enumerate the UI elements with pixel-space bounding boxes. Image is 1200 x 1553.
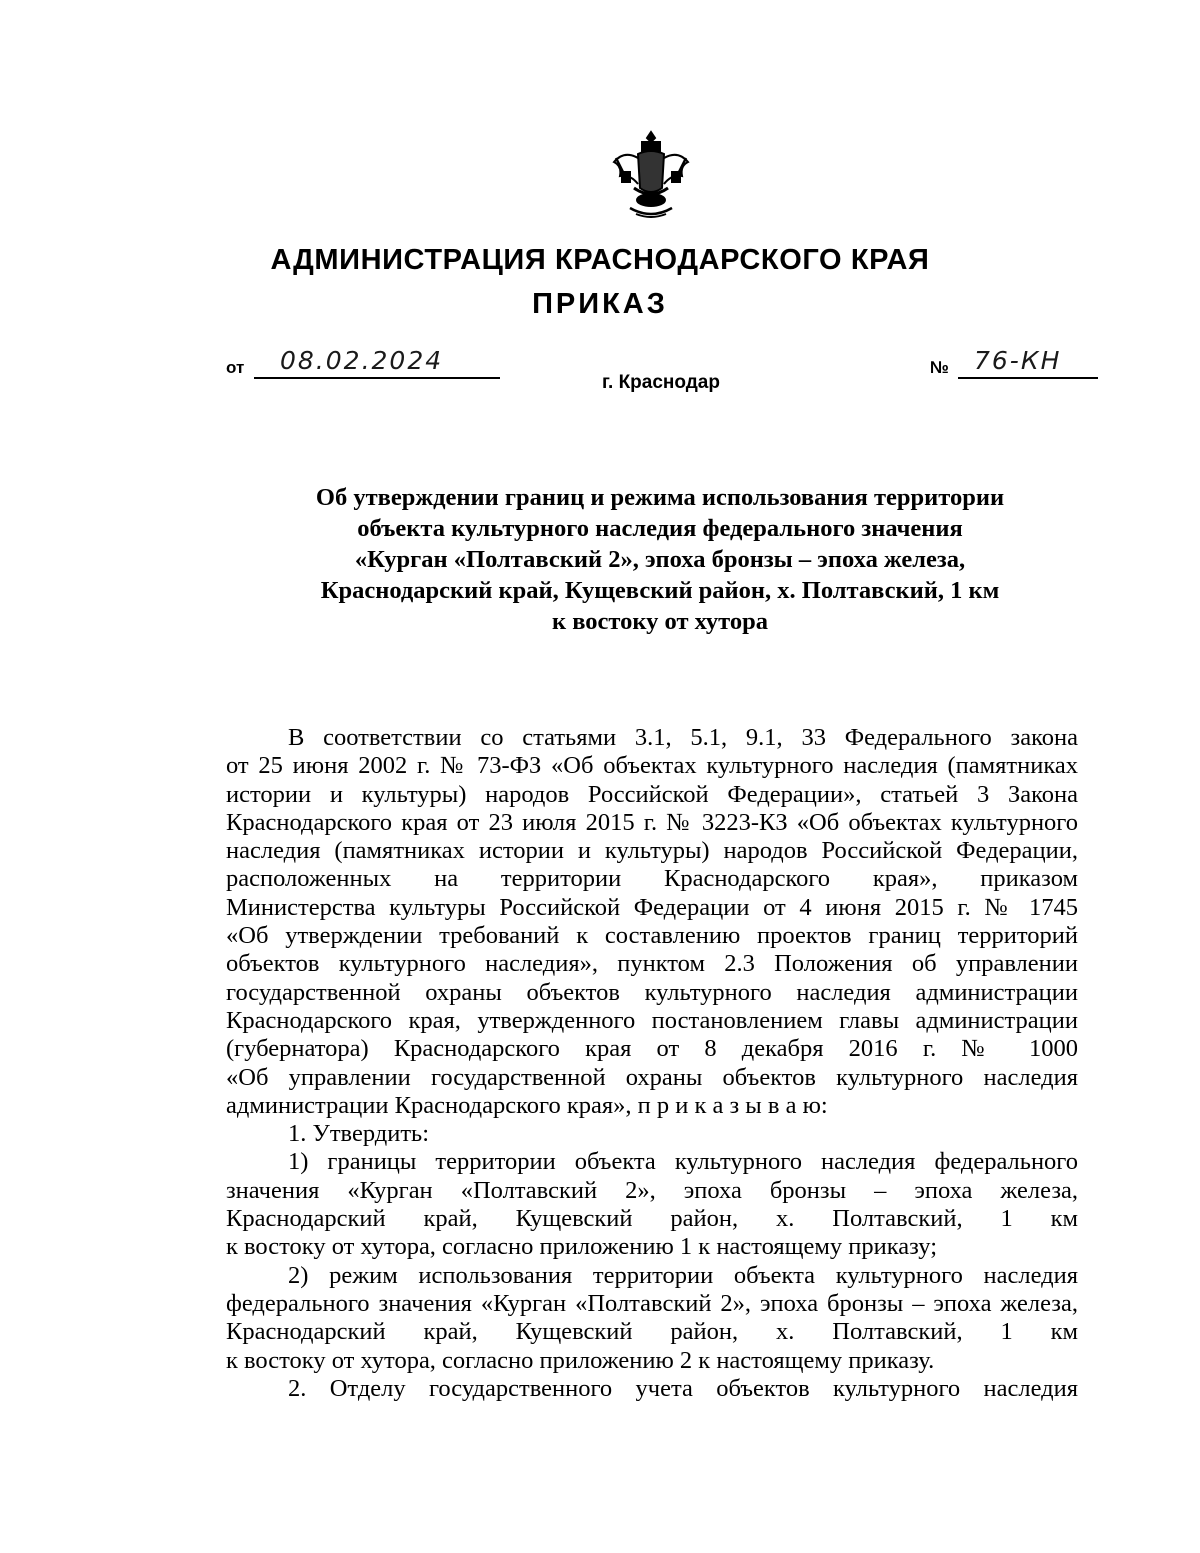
coat-of-arms-emblem bbox=[608, 128, 694, 224]
body-line: Краснодарского края, утвержденного постановлением главы администрации bbox=[226, 1006, 1078, 1034]
body-line: расположенных на территории Краснодарского края», приказом bbox=[226, 865, 1078, 893]
body-line: «Об утверждении требований к составлению проектов границ территорий bbox=[226, 922, 1078, 950]
body-line: государственной охраны объектов культурного наследия администрации bbox=[226, 978, 1078, 1006]
number-label: № bbox=[930, 358, 949, 377]
body-line: 2. Отделу государственного учета объектов культурного наследия bbox=[288, 1374, 1078, 1402]
body-line: Министерства культуры Российской Федерации от 4 июня 2015 г. № 1745 bbox=[226, 893, 1078, 921]
date-label: от bbox=[226, 358, 245, 377]
title-line: объекта культурного наследия федерального значения bbox=[357, 515, 963, 542]
body-line: Краснодарский край, Кущевский район, х. Полтавский, 1 км bbox=[226, 1205, 1078, 1233]
date-value: 08.02.2024 bbox=[280, 346, 444, 375]
number-value: 76-КН bbox=[974, 346, 1062, 375]
title-line: Об утверждении границ и режима использования территории bbox=[315, 484, 1005, 511]
document-title bbox=[250, 482, 1070, 637]
body-line: «Об управлении государственной охраны объектов культурного наследия bbox=[226, 1063, 1078, 1091]
body-line: объектов культурного наследия», пунктом 2.3 Положения об управлении bbox=[226, 950, 1078, 978]
body-line: Краснодарский край, Кущевский район, х. Полтавский, 1 км bbox=[226, 1318, 1078, 1346]
body-line: В соответствии со статьями 3.1, 5.1, 9.1, 33 Федерального закона bbox=[288, 724, 1078, 751]
title-line: Краснодарский край, Кущевский район, х. Полтавский, 1 км bbox=[320, 577, 1000, 604]
body-line: наследия (памятниках истории и культуры) народов Российской Федерации, bbox=[226, 837, 1078, 865]
document-body bbox=[226, 724, 1078, 1403]
body-line: 2) режим использования территории объекта культурного наследия bbox=[288, 1261, 1078, 1289]
body-line: 1) границы территории объекта культурного наследия федерального bbox=[288, 1148, 1078, 1176]
body-line: 1. Утвердить: bbox=[288, 1120, 430, 1148]
body-line: от 25 июня 2002 г. № 73-ФЗ «Об объектах культурного наследия (памятниках bbox=[226, 752, 1078, 780]
document-type: ПРИКАЗ bbox=[532, 288, 668, 320]
body-line: федерального значения «Курган «Полтавский 2», эпоха бронзы – эпоха железа, bbox=[226, 1289, 1078, 1317]
body-line: истории и культуры) народов Российской Федерации», статьей 3 Закона bbox=[226, 780, 1078, 808]
body-line: Краснодарского края от 23 июля 2015 г. № 3223-КЗ «Об объектах культурного bbox=[226, 808, 1078, 836]
body-line: к востоку от хутора, согласно приложению 2 к настоящему приказу. bbox=[226, 1346, 935, 1374]
body-line: (губернатора) Краснодарского края от 8 декабря 2016 г. № 1000 bbox=[226, 1035, 1078, 1063]
city-name: г. Краснодар bbox=[602, 372, 720, 393]
body-line: к востоку от хутора, согласно приложению 1 к настоящему приказу; bbox=[226, 1233, 938, 1261]
body-line: администрации Краснодарского края», п р и к а з ы в а ю: bbox=[226, 1091, 828, 1119]
body-line: значения «Курган «Полтавский 2», эпоха бронзы – эпоха железа, bbox=[226, 1176, 1078, 1204]
organization-name: АДМИНИСТРАЦИЯ КРАСНОДАРСКОГО КРАЯ bbox=[270, 244, 930, 276]
title-line: к востоку от хутора bbox=[551, 608, 769, 635]
title-line: «Курган «Полтавский 2», эпоха бронзы – эпоха железа, bbox=[354, 546, 966, 573]
